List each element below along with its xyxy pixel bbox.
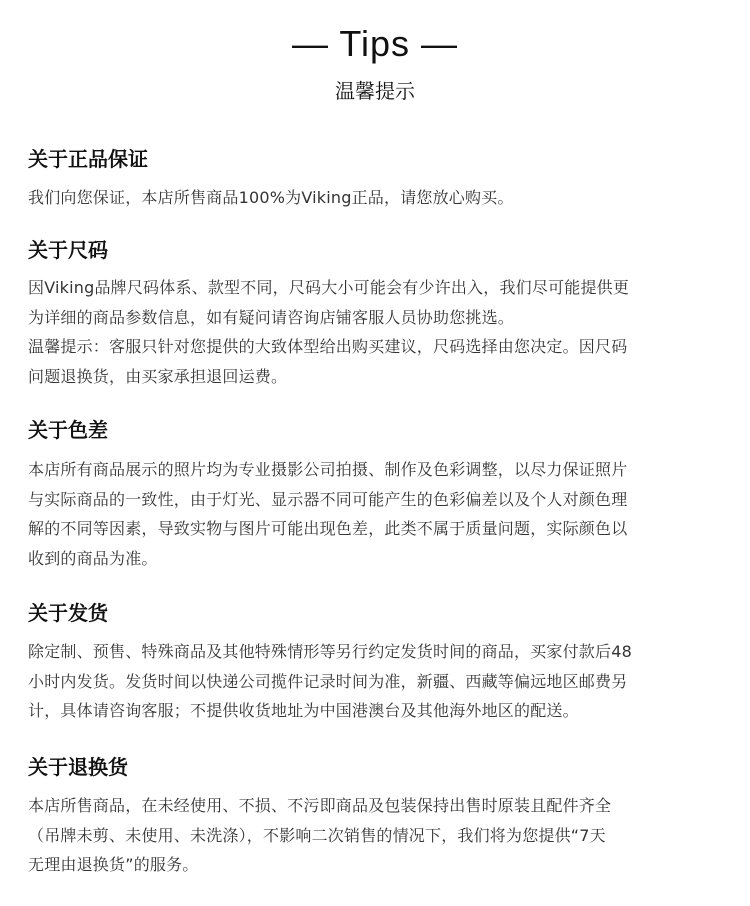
body-line: 本店所有商品展示的照片均为专业摄影公司拍摄、制作及色彩调整，以尽力保证照片: [28, 460, 628, 479]
section-heading: 关于退换货: [28, 755, 128, 779]
section-body: [28, 455, 724, 573]
body-line: 温馨提示：客服只针对您提供的大致体型给出购买建议，尺码选择由您决定。因尺码: [28, 337, 628, 356]
body-line: 无理由退换货”的服务。: [28, 855, 199, 874]
section-heading: 关于发货: [28, 601, 108, 625]
section-returns: [28, 752, 724, 880]
section-color-difference: [28, 415, 724, 573]
body-line: 解的不同等因素，导致实物与图片可能出现色差，此类不属于质量问题，实际颜色以: [28, 519, 628, 538]
section-heading: 关于尺码: [28, 238, 108, 262]
body-line: 与实际商品的一致性，由于灯光、显示器不同可能产生的色彩偏差以及个人对颜色理: [28, 489, 628, 509]
section-body: [28, 791, 724, 880]
section-size: [28, 235, 724, 391]
section-authenticity: [28, 144, 724, 213]
body-line: （吊牌未剪、未使用、未洗涤），不影响二次销售的情况下，我们将为您提供“7天: [28, 825, 606, 845]
body-line: 除定制、预售、特殊商品及其他特殊情形等另行约定发货时间的商品，买家付款后48: [28, 642, 632, 661]
section-shipping: [28, 598, 724, 726]
section-heading: 关于色差: [28, 418, 108, 442]
page-title: — Tips —: [291, 23, 459, 64]
page-header: [0, 0, 750, 106]
body-line: 问题退换货，由买家承担退回运费。: [28, 366, 288, 386]
body-line: 为详细的商品参数信息，如有疑问请咨询店铺客服人员协助您挑选。: [28, 307, 515, 327]
body-line: 因Viking品牌尺码体系、款型不同，尺码大小可能会有少许出入，我们尽可能提供更: [28, 278, 630, 297]
body-line: 本店所售商品，在未经使用、不损、不污即商品及包装保持出售时原装且配件齐全: [28, 796, 612, 815]
section-body: [28, 273, 724, 391]
body-line: 收到的商品为准。: [28, 548, 158, 568]
section-body: [28, 637, 724, 726]
body-line: 计，具体请咨询客服；不提供收货地址为中国港澳台及其他海外地区的配送。: [28, 701, 579, 720]
body-line: 小时内发货。发货时间以快递公司揽件记录时间为准，新疆、西藏等偏远地区邮费另: [28, 671, 628, 691]
section-body: [28, 183, 724, 213]
body-line: 我们向您保证，本店所售商品100%为Viking正品，请您放心购买。: [28, 188, 514, 207]
section-heading: 关于正品保证: [28, 147, 148, 171]
page-subtitle: 温馨提示: [335, 79, 415, 103]
